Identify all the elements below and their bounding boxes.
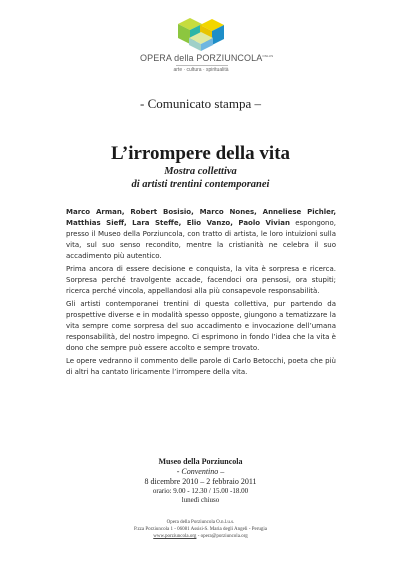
org-name: Opera della Porziuncola O.n.l.u.s. bbox=[166, 520, 235, 525]
exhibition-dates: 8 dicembre 2010 – 2 febbraio 2011 bbox=[144, 477, 257, 486]
exhibition-subtitle-1: Mostra collettiva bbox=[164, 166, 237, 177]
venue-info bbox=[0, 457, 401, 505]
exhibition-subtitle-2: di artisti trentini contemporanei bbox=[131, 179, 270, 190]
porziuncola-cubes-logo-icon bbox=[172, 16, 230, 52]
paragraph-4: Le opere vedranno il commento delle parole di Carlo Betocchi, poeta che più di altri ha cantato liricamente l’irrompere della vita. bbox=[66, 357, 336, 376]
org-address: P.zza Porziuncola 1 - 06081 Assisi-S. Maria degli Angeli - Perugia bbox=[133, 527, 268, 532]
exhibition-title: L’irrompere della vita bbox=[110, 143, 291, 164]
org-contacts: www.porziuncola.org - opera@porziuncola.org bbox=[153, 534, 248, 539]
press-release-label: - Comunicato stampa – bbox=[140, 96, 261, 111]
venue-sub: - Conventino – bbox=[176, 467, 225, 476]
venue-name: Museo della Porziuncola bbox=[158, 457, 243, 466]
paragraph-2: Prima ancora di essere decisione e conquista, la vita è sorpresa e ricerca. Sorpresa perché travolgente accade, facendoci ora pensosi, ora stupiti; ricerca perché vincola, appellandosi alla più consapevole responsabilità. bbox=[66, 265, 336, 295]
logo-divider bbox=[176, 65, 228, 66]
closing-day: lunedì chiuso bbox=[181, 496, 220, 504]
logo-wordmark: OPERA della $PORZIUNCOLA^{ONLUS}$ bbox=[140, 53, 274, 63]
website-link[interactable]: www.porziuncola.org bbox=[153, 534, 197, 539]
colophon bbox=[0, 519, 401, 540]
email-link[interactable]: opera@porziuncola.org bbox=[200, 534, 248, 539]
paragraph-1: Marco Arman, Robert Bosisio, Marco Nones, Anneliese Pichler, Matthias Sieff, Lara Steffe, Elio Vanzo, Paolo Vivian espongono, presso il Museo della Porziuncola, con tratto di artista, le loro intuizioni sulla vita, sul suo senso recondito, mentre la cristianità ne celebra il suo accadimento più autentico. bbox=[66, 208, 336, 260]
logo-tagline: arte · cultura · spiritualità bbox=[173, 67, 229, 73]
artist-names: Marco Arman, Robert Bosisio, Marco Nones, Anneliese Pichler, Matthias Sieff, Lara Steffe, Elio Vanzo, Paolo Vivian bbox=[66, 208, 336, 227]
opening-hours: orario: 9.00 - 12.30 / 15.00 -18.00 bbox=[152, 487, 249, 495]
paragraph-3: Gli artisti contemporanei trentini di questa collettiva, pur partendo da prospettive diverse e in modalità spesso opposte, giungono a tematizzare la vita sempre come sorpresa del suo accadimento e invocazione dell’umana responsabilità, del nostro impegno. Ci esprimono in fondo l’idea che la vita è dono che sempre può essere accolto e sempre trovato. bbox=[66, 300, 336, 352]
press-release-body bbox=[66, 207, 336, 380]
